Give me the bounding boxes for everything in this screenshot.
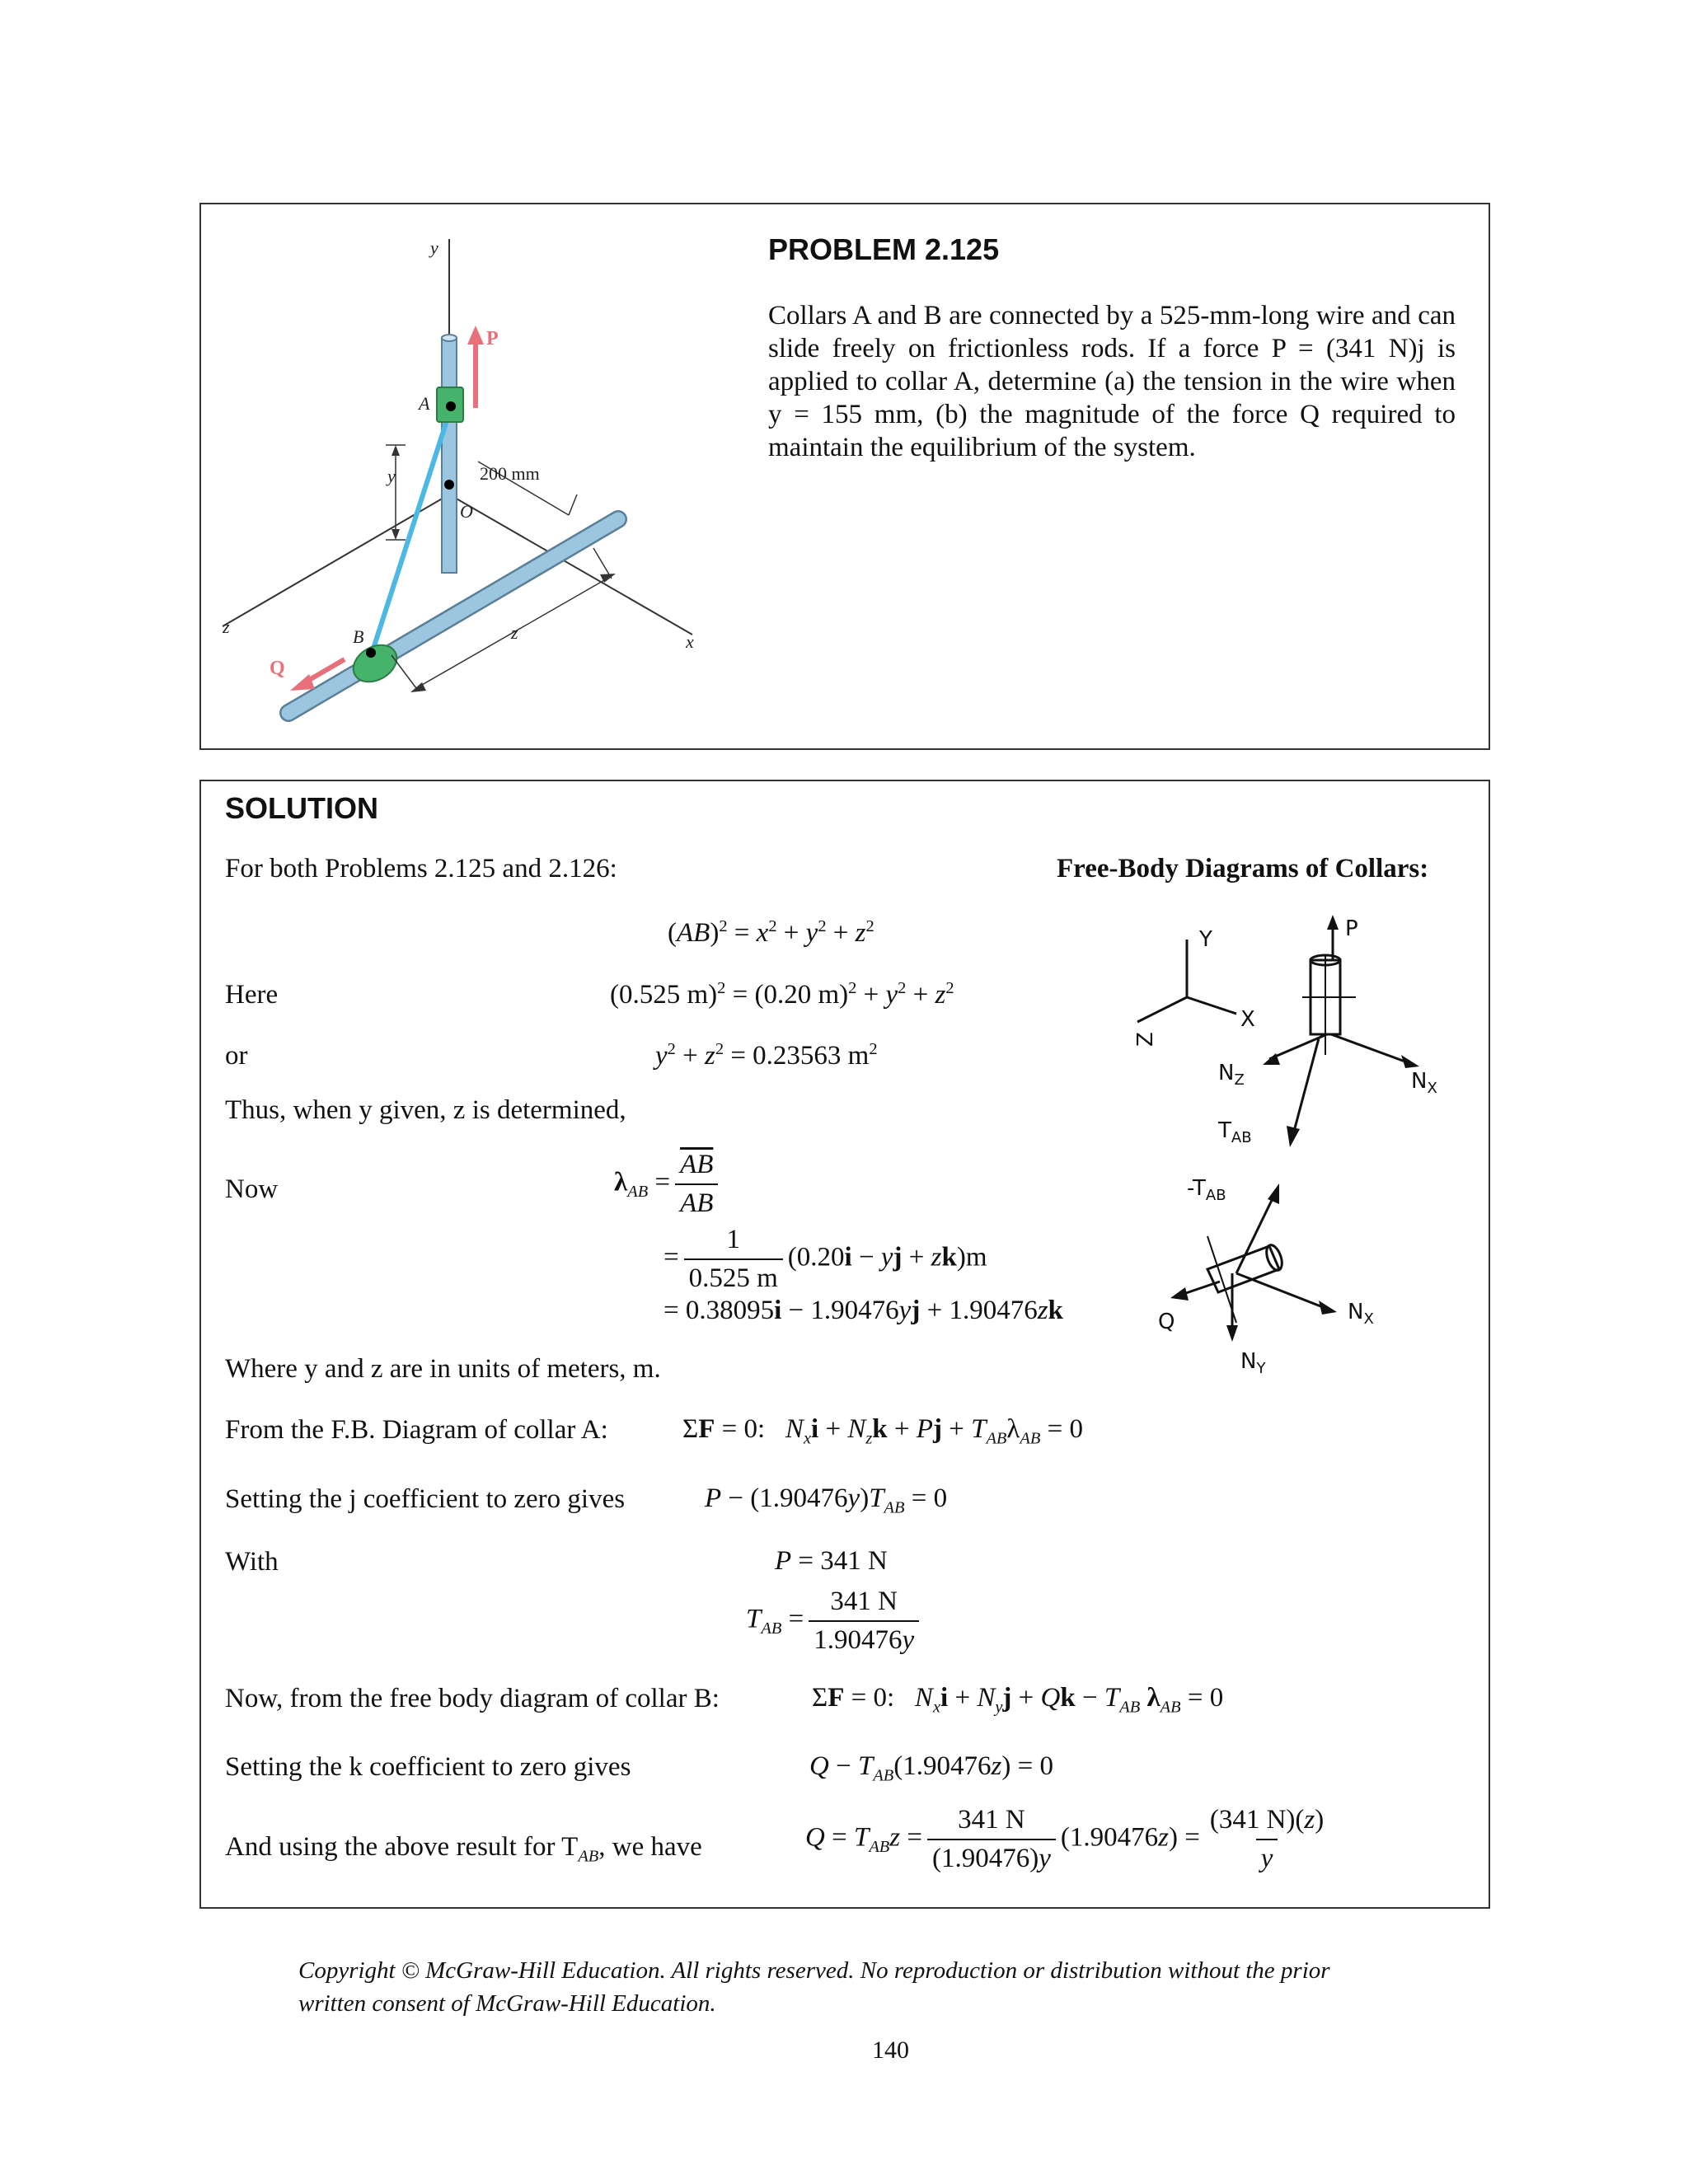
sketch-nz-n: N — [1218, 1061, 1235, 1085]
sketch-x-label: X — [1240, 1007, 1255, 1032]
label-force-p: P — [486, 328, 499, 349]
label-dim-y: y — [387, 466, 396, 486]
copyright-line-2: written consent of McGraw-Hill Education. — [298, 1990, 716, 2017]
eq-or: $y^2 + z^2 = 0.23563$ $m^2$ — [655, 1040, 878, 1071]
label-thus: Thus, when y given, z is determined, — [225, 1095, 626, 1125]
label-where: Where y and z are in units of meters, m. — [225, 1354, 661, 1384]
sketch-nx-sub: X — [1427, 1080, 1437, 1097]
sketch-z-label: Z — [1133, 1032, 1158, 1047]
eq-p-value: P = 341 N — [775, 1546, 888, 1576]
solution-intro: For both Problems 2.125 and 2.126: — [225, 854, 617, 883]
eq-k-coefficient: $Q - T_{AB}(1.90476z) = 0$ — [809, 1751, 1053, 1785]
sketch-nx-label — [1411, 1069, 1437, 1097]
eq-sum-f-b: ΣF = 0: $N_xi + N_yj + Qk - T_{AB}$ $\lambda_{AB} = 0$ — [812, 1683, 1224, 1717]
problem-title: PROBLEM 2.125 — [768, 232, 1000, 266]
copyright-line-1: Copyright © McGraw-Hill Education. All rights reserved. No reproduction or distribution without the prior — [298, 1957, 1330, 1984]
label-200mm: 200 mm — [480, 463, 540, 484]
eq-j-coefficient: $P - (1.90476y)T_{AB} = 0$ — [705, 1483, 948, 1517]
eq-ab-squared: $(AB)^2 = x^2 + y^2 + z^2$ — [668, 917, 874, 948]
sketch-tab-t: T — [1218, 1118, 1231, 1143]
sketch-nz-sub: Z — [1234, 1071, 1245, 1089]
label-using-text: And using the above result for T — [225, 1832, 579, 1862]
label-fbd-a: From the F.B. Diagram of collar A: — [225, 1415, 608, 1445]
problem-figure — [206, 223, 767, 742]
label-x-axis: x — [686, 631, 694, 652]
label-here: Here — [225, 980, 279, 1010]
label-collar-b: B — [353, 626, 364, 647]
sketch-tab-sub: AB — [1231, 1129, 1252, 1146]
sketch-q-label: Q — [1158, 1310, 1175, 1334]
sketch-tab-label — [1217, 1118, 1252, 1146]
sketch-ny-n: N — [1240, 1349, 1257, 1374]
label-z-axis: z — [223, 616, 230, 637]
sketch-neg-tab-t: -T — [1187, 1176, 1206, 1201]
eq-q-result: $Q = T_{AB}z$ = $\frac{341 N}{(1.90476)y}$ (1.90476z) = $\frac{(341 N)(z)}{y}$ — [805, 1805, 1325, 1873]
sketch-nz-label — [1218, 1061, 1245, 1089]
eq-sum-f-a: ΣF = 0: $N_xi + N_zk + Pj + T_{AB}\lambda_{AB} = 0$ — [682, 1414, 1084, 1448]
label-using — [225, 1831, 702, 1867]
vertical-rod — [442, 338, 457, 573]
origin-point — [444, 480, 454, 490]
eq-lambda-expand: = $\frac{1}{0.525 m}$ (0.20i − yj + zk)m — [663, 1225, 987, 1293]
sketch-neg-tab-sub: AB — [1205, 1187, 1226, 1204]
x-axis-line — [449, 494, 692, 635]
label-setting-j: Setting the j coefficient to zero gives — [225, 1484, 626, 1514]
eq-here: (0.525 m)$^2$ = (0.20 $m)^2 + y^2 + z^2$ — [610, 979, 954, 1010]
sketch-nx2-label — [1348, 1300, 1374, 1328]
eq-tab: $T_{AB}$ = $\frac{341 N}{1.90476y}$ — [746, 1586, 924, 1656]
problem-text: Collars A and B are connected by a 525-mm-long wire and can slide freely on frictionless rods. If a force P = (341 N)j is applied to collar A, determine (a) the tension in the wire when y = 155 mm, (b) the magnitude of the force Q required to maintain the equilibrium of the system. — [768, 301, 1456, 462]
sketch-collar-b — [1207, 1236, 1285, 1323]
label-setting-k: Setting the k coefficient to zero gives — [225, 1752, 631, 1782]
label-with: With — [225, 1547, 279, 1577]
page-number: 140 — [872, 2036, 909, 2064]
eq-lambda-result: = 0.38095i − 1.90476yj + 1.90476zk — [663, 1296, 1063, 1325]
solution-heading: SOLUTION — [225, 791, 378, 825]
label-using-sub: AB — [578, 1847, 599, 1866]
sketch-nx2-sub: X — [1363, 1310, 1374, 1328]
label-now: Now — [225, 1174, 279, 1204]
label-force-q: Q — [270, 658, 285, 679]
sketch-nx-n: N — [1411, 1069, 1428, 1094]
label-or: or — [225, 1041, 248, 1071]
force-p-arrow — [467, 326, 484, 408]
label-collar-a: A — [419, 393, 430, 414]
label-origin: O — [460, 501, 473, 522]
sketch-neg-tab-label — [1187, 1176, 1226, 1204]
label-y-axis: y — [430, 237, 438, 258]
sketch-p-label: P — [1345, 916, 1358, 941]
fbd-title: Free-Body Diagrams of Collars: — [1057, 854, 1429, 883]
label-dim-z: z — [511, 622, 518, 643]
label-fbd-b: Now, from the free body diagram of collar B: — [225, 1684, 720, 1713]
sketch-ny-sub: Y — [1256, 1360, 1266, 1377]
eq-lambda-def: $\lambda_{AB}$ = $\frac{\overline{AB}}{AB}$ — [614, 1150, 723, 1219]
sketch-ny-label — [1240, 1349, 1266, 1377]
sketch-y-label: Y — [1199, 927, 1212, 952]
sketch-nx2-n: N — [1348, 1300, 1364, 1324]
label-using-end: , we have — [598, 1832, 702, 1862]
fbd-sketch — [1121, 907, 1467, 1401]
